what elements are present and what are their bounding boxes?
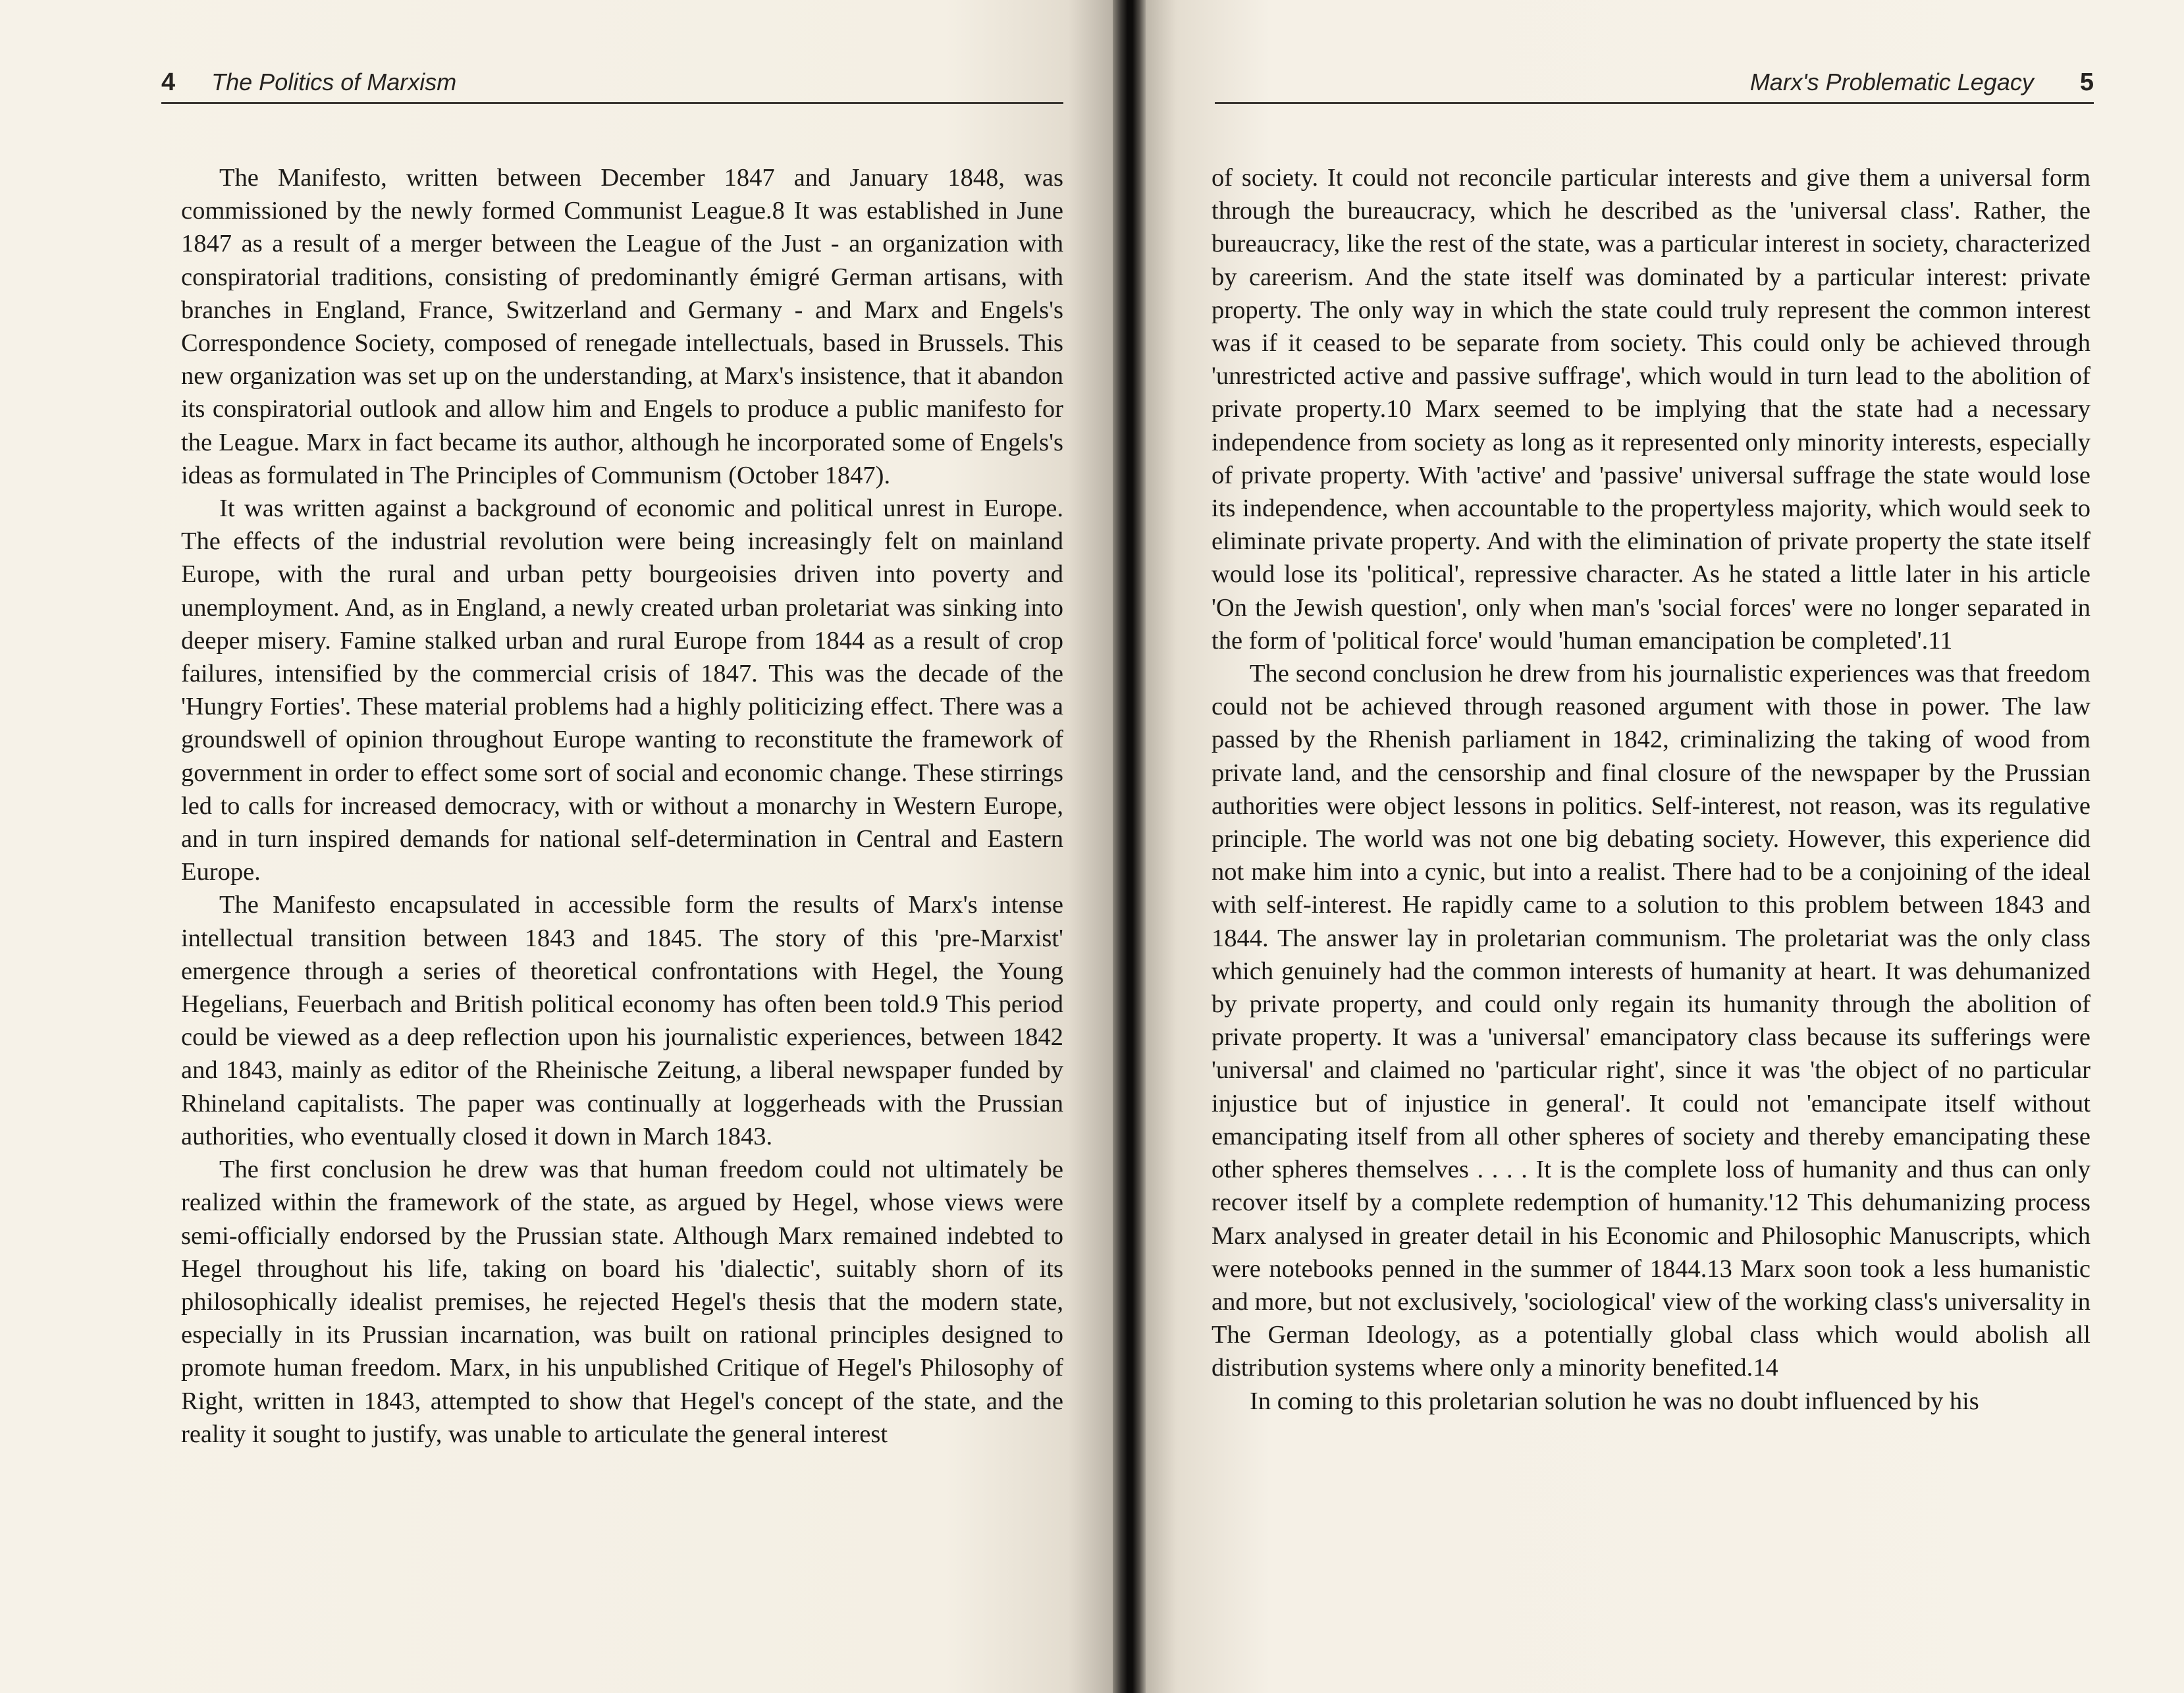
left-text-block [181, 161, 1063, 1451]
paragraph: The Manifesto, written between December 1847 and January 1848, was commissioned by the newly formed Communist League.8 It was established in June 1847 as a result of a merger between the League of the Just - an organization with conspiratorial traditions, consisting of predominantly émigré German artisans, with branches in England, France, Switzerland and Germany - and Marx and Engels's Correspondence Society, composed of renegade intellectuals, based in Brussels. This new organization was set up on the understanding, at Marx's insistence, that it abandon its conspiratorial outlook and allow him and Engels to produce a public manifesto for the League. Marx in fact became its author, although he incorporated some of Engels's ideas as formulated in The Principles of Communism (October 1847). [181, 164, 1063, 489]
left-running-title: The Politics of Marxism [211, 68, 457, 95]
paragraph: In coming to this proletarian solution he was no doubt influenced by his [1250, 1387, 1979, 1415]
paragraph: It was written against a background of economic and political unrest in Europe. The effects of the industrial revolution were being increasingly felt on mainland Europe, with the rural and urban petty bourgeoisies driven into poverty and unemployment. And, as in England, a newly created urban proletariat was sinking into deeper misery. Famine stalked urban and rural Europe from 1844 as a result of crop failures, intensified by the commercial crisis of 1847. This was the decade of the 'Hungry Forties'. These material problems had a highly politicizing effect. There was a groundswell of opinion throughout Europe wanting to reconstitute the framework of government in order to effect some sort of social and economic change. These stirrings led to calls for increased democracy, with or without a monarchy in Western Europe, and in turn inspired demands for national self-determination in Central and Eastern Europe. [181, 495, 1063, 886]
right-running-title: Marx's Problematic Legacy [1749, 68, 2034, 95]
left-running-head [161, 63, 1063, 104]
right-text-block [1212, 161, 2091, 1418]
left-folio: 4 [161, 68, 176, 96]
book-gutter [1113, 0, 1146, 1693]
paragraph: of society. It could not reconcile particular interests and give them a universal form through the bureaucracy, which he described as the 'universal class'. Rather, the bureaucracy, like the rest of the state, was a particular interest in society, characterized by careerism. And the state itself was dominated by a particular interest: private property. The only way in which the state could truly represent the common interest was if it ceased to be separate from society. This could only be achieved through 'unrestricted active and passive suffrage', which would in turn lead to the abolition of private property.10 Marx seemed to be implying that the state had a necessary independence from society as long as it represented only minority interests, especially of private property. With 'active' and 'passive' universal suffrage the state would lose its independence, when accountable to the propertyless majority, which would seek to eliminate private property. And with the elimination of private property the state itself would lose its 'political', repressive character. As he stated a little later in his article 'On the Jewish question', only when man's 'social forces' were no longer separated in the form of 'political force' would 'human emancipation be completed'.11 [1212, 164, 2091, 655]
paragraph: The second conclusion he drew from his journalistic experiences was that freedom could not be achieved through reasoned argument with those in power. The law passed by the Rhenish parliament in 1842, criminalizing the taking of wood from private land, and the censorship and final closure of the newspaper by the Prussian authorities were object lessons in politics. Self-interest, not reason, was its regulative principle. The world was not one big debating society. However, this experience did not make him into a cynic, but into a realist. There had to be a conjoining of the ideal with self-interest. He rapidly came to a solution to this problem between 1843 and 1844. The answer lay in proletarian communism. The proletariat was the only class which genuinely had the common interests of humanity at heart. It was dehumanized by private property, and could only regain its humanity through the abolition of private property. It was a 'universal' emancipatory class because its sufferings were 'universal' and claimed no 'particular right', since it was 'the object of no particular injustice but of injustice in general'. It could not 'emancipate itself without emancipating itself from all other spheres of society and thereby emancipating these other spheres themselves . . . . It is the complete loss of humanity and thus can only recover itself by a complete redemption of humanity.'12 This dehumanizing process Marx analysed in greater detail in his Economic and Philosophic Manuscripts, which were notebooks penned in the summer of 1844.13 Marx soon took a less humanistic and more, but not exclusively, 'sociological' view of the working class's universality in The German Ideology, as a potentially global class which would abolish all distribution systems where only a minority benefited.14 [1212, 660, 2091, 1382]
right-folio: 5 [2079, 68, 2094, 96]
right-running-head [1215, 63, 2094, 104]
paragraph: The first conclusion he drew was that human freedom could not ultimately be realized within the framework of the state, as argued by Hegel, whose views were semi-officially endorsed by the Prussian state. Although Marx remained indebted to Hegel throughout his life, taking on board his 'dialectic', suitably shorn of its philosophically idealist premises, he rejected Hegel's thesis that the modern state, especially in its Prussian incarnation, was built on rational principles designed to promote human freedom. Marx, in his unpublished Critique of Hegel's Philosophy of Right, written in 1843, attempted to show that Hegel's concept of the state, and the reality it sought to justify, was unable to articulate the general interest [181, 1156, 1063, 1448]
paragraph: The Manifesto encapsulated in accessible form the results of Marx's intense intellectual transition between 1843 and 1845. The story of this 'pre-Marxist' emergence through a series of theoretical confrontations with Hegel, the Young Hegelians, Feuerbach and British political economy has often been told.9 This period could be viewed as a deep reflection upon his journalistic experiences, between 1842 and 1843, mainly as editor of the Rheinische Zeitung, a liberal newspaper funded by Rhineland capitalists. The paper was continually at loggerheads with the Prussian authorities, who eventually closed it down in March 1843. [181, 891, 1063, 1150]
